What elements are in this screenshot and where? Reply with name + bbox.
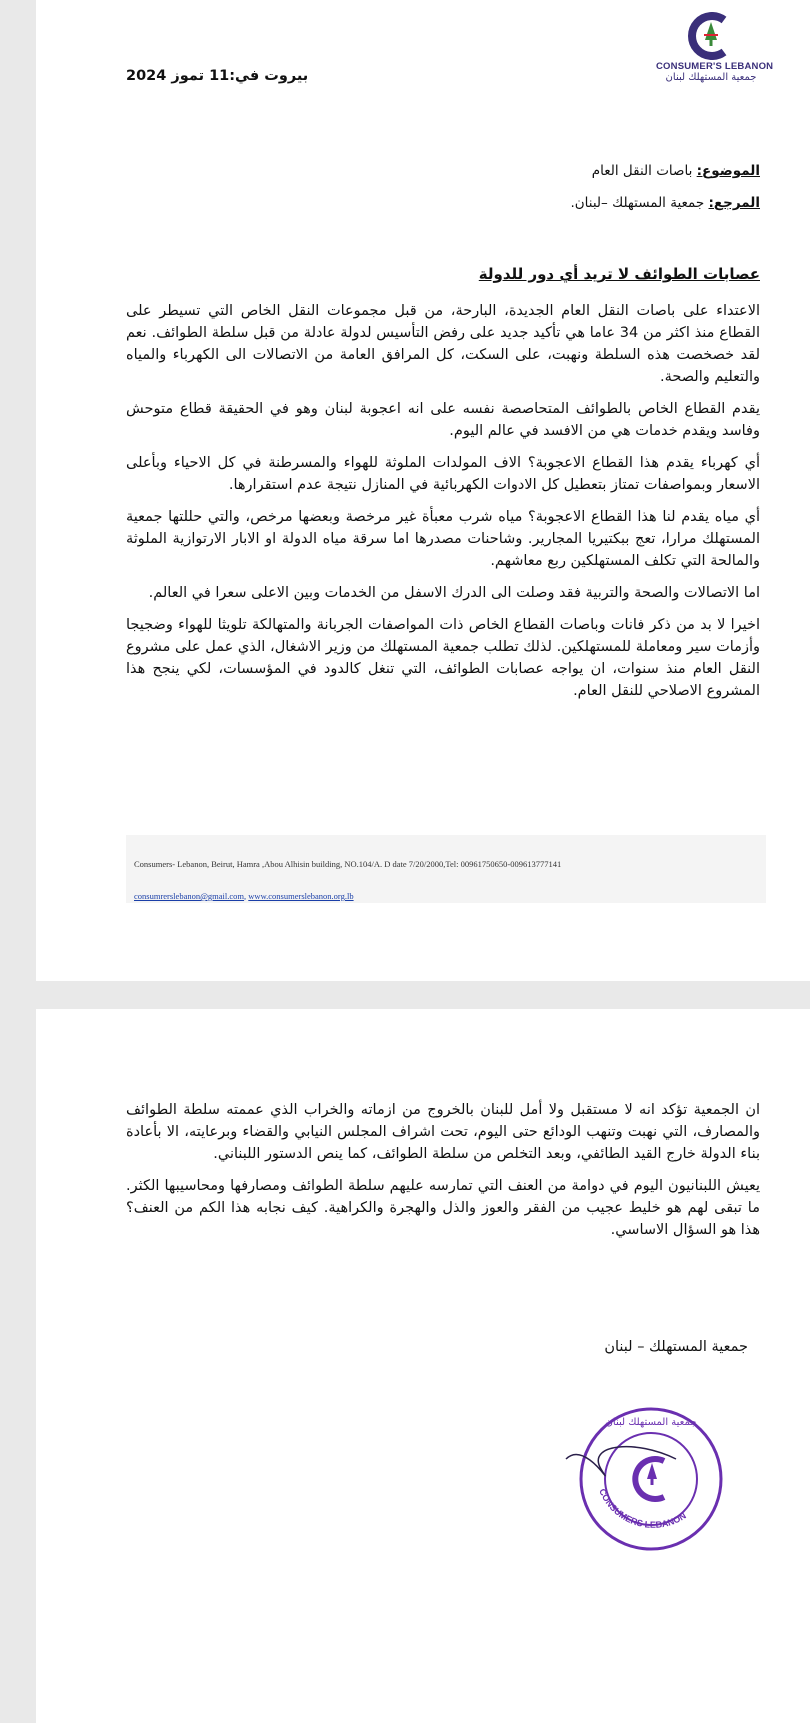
document-page-1 <box>36 0 810 981</box>
footer-email-link[interactable]: consumrerslebanon@gmail.com <box>134 891 245 901</box>
paragraph: اما الاتصالات والصحة والتربية فقد وصلت الى الدرك الاسفل من الخدمات وبين الاعلى سعرا في العالم. <box>148 585 760 601</box>
cedar-c-logo-icon <box>686 12 736 60</box>
organization-stamp <box>556 1399 736 1563</box>
document-date: بيروت في:11 تموز 2024 <box>126 68 309 84</box>
stamp-seal-icon <box>556 1399 736 1559</box>
reference-label: المرجع: <box>708 195 760 211</box>
reference-line <box>570 195 760 211</box>
paragraph: الاعتداء على باصات النقل العام الجديدة، البارحة، من قبل مجموعات النقل الخاص التي تسيطر على القطاع منذ اكثر من 34 عاما هي تأكيد جديد على رفض التأسيس لدولة عادلة من قبل سلطة الطوائف. نعم لقد خصخصت هذه السلطة ونهبت، على السكت، كل المرافق العامة من الاتصالات الى الكهرباء والمياه والتعليم والصحة. <box>126 303 760 385</box>
page-footer <box>126 835 766 903</box>
stamp-text-en: CONSUMERS LEBANON <box>597 1487 688 1530</box>
footer-website-link[interactable]: www.consumerslebanon.org.lb <box>248 891 354 901</box>
subject-label: الموضوع: <box>696 163 760 179</box>
subject-value: باصات النقل العام <box>591 163 697 179</box>
paragraph: أي مياه يقدم لنا هذا القطاع الاعجوبة؟ مياه شرب معبأة غير مرخصة وبعضها مرخص، والتي حللتها جمعية المستهلك مرارا، تعج ببكتيريا المجارير. وشاحنات مصدرها اما سرقة مياه الدولة او الابار الارتوازية الملوثة والمالحة التي تكلف المستهلكين ربع معاشهم. <box>126 509 760 569</box>
paragraph: أي كهرباء يقدم هذا القطاع الاعجوبة؟ الاف المولدات الملوثة للهواء والمسرطنة في كل الاحياء وبأعلى الاسعار وبمواصفات تمتاز بتعطيل كل الادوات الكهربائية في المنازل نتيجة عدم استقرارها. <box>126 455 760 493</box>
footer-separator: , <box>244 891 249 901</box>
logo-name-en: CONSUMER'S LEBANON <box>656 61 774 72</box>
subject-line <box>592 163 760 179</box>
paragraph: يعيش اللبنانيون اليوم في دوامة من العنف التي تمارسه عليهم سلطة الطوائف ومصارفها ومحاسيبها الكثر. ما تبقى لهم هو خليط عجيب من الفقر والعوز والذل والهجرة والكراهية. كيف نجابه هذا الكم من العنف؟ هذا هو السؤال الاساسي. <box>126 1178 760 1238</box>
page1-body <box>126 300 760 712</box>
paragraph: ان الجمعية تؤكد انه لا مستقبل ولا أمل للبنان بالخروج من ازماته والخراب الذي عممته سلطة الطوائف والمصارف، التي نهبت وتنهب الودائع حتى اليوم، تحت اشراف المجلس النيابي والقضاء وبرعايته، الا بأعادة بناء الدولة خارج القيد الطائفي، وبعد التخلص من سلطة الطوائف، كما ينص الدستور اللبناني. <box>126 1102 760 1162</box>
paragraph: يقدم القطاع الخاص بالطوائف المتحاصصة نفسه على انه اعجوبة لبنان وهو في الحقيقة قطاع متوحش وفاسد ويقدم خدمات هي من الافسد في عالم اليوم. <box>126 401 760 439</box>
signature-line: جمعية المستهلك – لبنان <box>604 1339 748 1355</box>
page2-body <box>126 1099 760 1251</box>
paragraph: اخيرا لا بد من ذكر فانات وباصات القطاع الخاص ذات المواصفات الجربانة والمتهالكة تلويثا للهواء وضجيجا وأزمات سير ومعاملة للمستهلكين. لذلك تطلب جمعية المستهلك من وزير الاشغال، الذي عمل على مشروع النقل العام منذ سنوات، ان يواجه عصابات الطوائف، التي تنغل كالدود في المؤسسات، لكي ينجح هذا المشروع الاصلاحي للنقل العام. <box>126 617 760 699</box>
footer-links <box>134 891 354 901</box>
document-title: عصابات الطوائف لا تريد أي دور للدولة <box>478 265 760 283</box>
reference-value: جمعية المستهلك –لبنان. <box>570 195 709 211</box>
consumers-lebanon-logo <box>656 12 774 83</box>
footer-address: Consumers- Lebanon, Beirut, Hamra ,Abou Alhisin building, NO.104/A. D date 7/20/2000,Tel: 00961750650-009613777141 <box>134 859 562 869</box>
logo-name-ar: جمعية المستهلك لبنان <box>665 72 757 83</box>
stamp-text-ar: جمعية المستهلك لبنان <box>605 1417 697 1428</box>
document-page-2 <box>36 1009 810 1723</box>
